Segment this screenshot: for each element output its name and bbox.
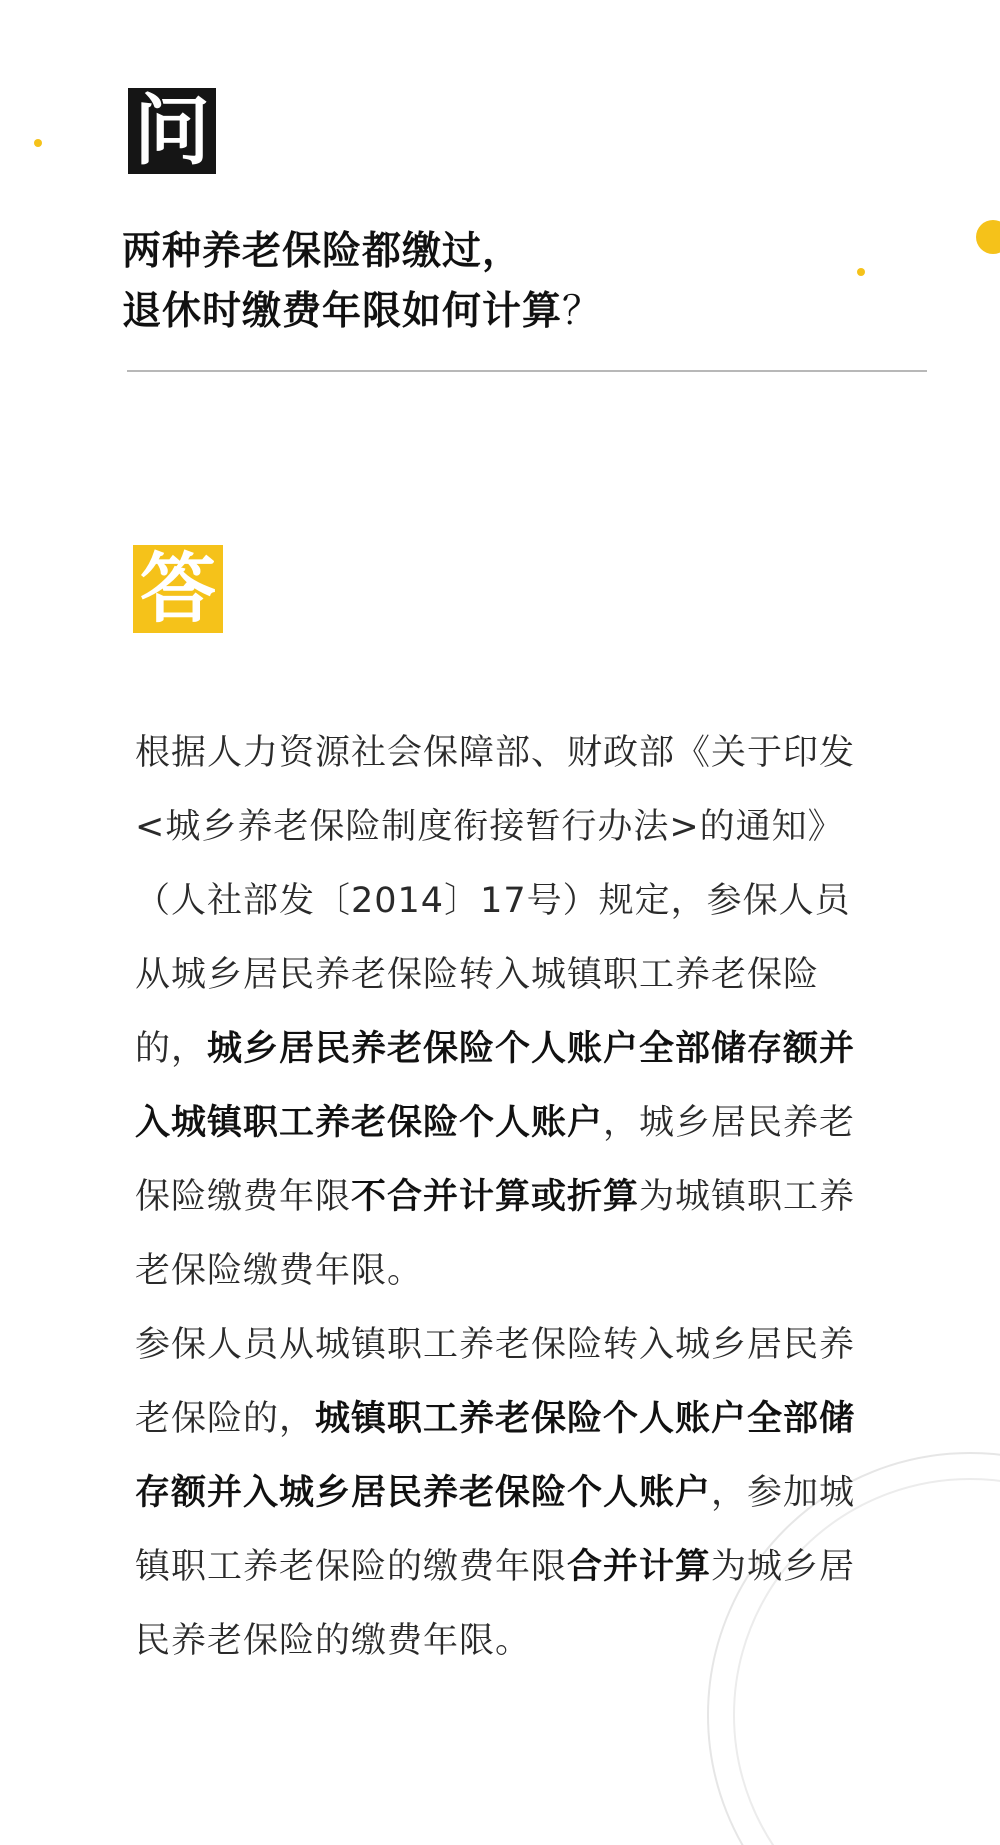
title-line-1: 两种养老保险都缴过， [122, 229, 523, 274]
paragraph-1-bold-1: 城乡居民养老保险个人账户全部储存额并入城镇职工养老保险个人账户 [135, 1028, 856, 1143]
paragraph-1-text-3: 为城镇职工养老保险缴费年限。 [135, 1177, 856, 1291]
paragraph-2-bold-2: 合并计算 [567, 1546, 712, 1587]
accent-dot-right-large [976, 220, 1000, 254]
paragraph-1-text-2: ，城乡居民养老保险缴费年限 [135, 1103, 856, 1217]
paragraph-1-text-1: 根据人力资源社会保障部、财政部《关于印发<城乡养老保险制度衔接暂行办法>的通知》（人社部发〔2014〕17号）规定，参保人员从城乡居民养老保险转入城镇职工养老保险的， [135, 733, 856, 1069]
answer-paragraph-1 [135, 716, 870, 1308]
accent-dot-right-small [857, 268, 865, 276]
paragraph-2-bold-1: 城镇职工养老保险个人账户全部储存额并入城乡居民养老保险个人账户 [135, 1398, 856, 1513]
divider [127, 370, 927, 372]
accent-dot-left [34, 139, 42, 147]
title-line-2-text: 退休时缴费年限如何计算 [122, 289, 563, 334]
page-title [122, 222, 602, 342]
paragraph-2-text-1: 参保人员从城镇职工养老保险转入城乡居民养老保险的， [135, 1325, 856, 1439]
question-badge: 问 [128, 88, 216, 174]
title-question-mark: ？ [562, 289, 603, 334]
paragraph-1-bold-2: 不合并计算或折算 [351, 1176, 640, 1217]
answer-body [135, 716, 870, 1678]
title-line-2 [122, 282, 602, 342]
answer-paragraph-2 [135, 1308, 870, 1678]
answer-badge: 答 [133, 545, 223, 633]
paragraph-2-text-3: 为城乡居民养老保险的缴费年限。 [135, 1547, 856, 1661]
paragraph-2-text-2: ，参加城镇职工养老保险的缴费年限 [135, 1473, 856, 1587]
